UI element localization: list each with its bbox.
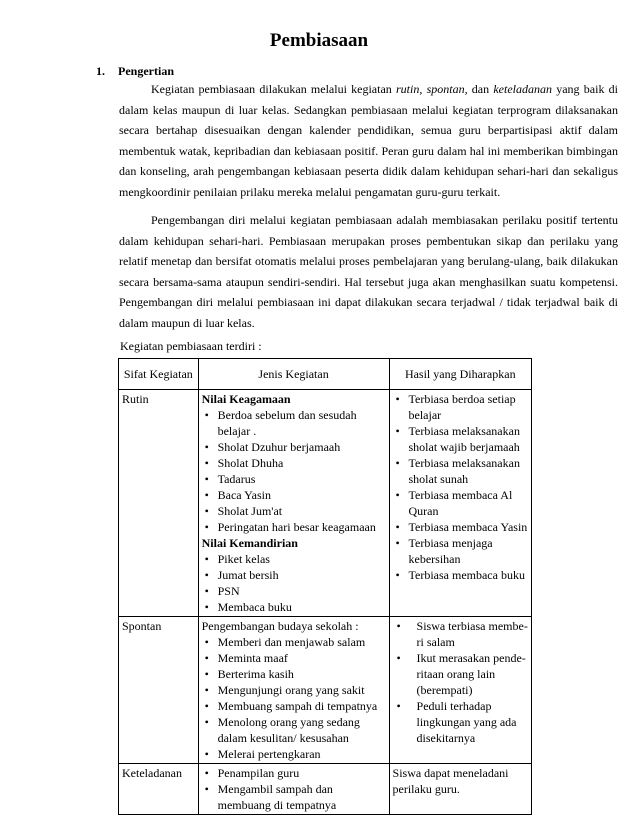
section-heading [96,64,174,79]
section-title: Pengertian [118,64,174,78]
cell-sifat: Spontan [119,617,199,764]
list-item: • Penampilan guru [202,765,386,781]
list-item: • Peringatan hari besar keagamaan [202,519,386,535]
list-item: • Menolong orang yang sedang dalam kesulitan/ kesusahan [202,714,386,746]
group-title: Nilai Keagamaan [201,392,291,406]
list-item: • Mengambil sampah dan membuang di tempatnya [202,781,386,813]
cell-sifat: Rutin [119,390,199,617]
list-item: • PSN [202,583,386,599]
cell-jenis [198,617,389,764]
list-item: • Melerai pertengkaran [202,746,386,762]
list-item: • Jumat bersih [202,567,386,583]
list-item: • Membaca buku [202,599,386,615]
list-item: • Berdoa sebelum dan sesudah belajar . [202,407,386,439]
group-title: Nilai Kemandirian [201,536,298,550]
list-item: • Terbiasa menjaga kebersihan [393,535,528,567]
bullet-list [202,551,386,615]
list-item: • Terbiasa berdoa setiap belajar [393,391,528,423]
section-number: 1. [96,64,105,78]
list-item: • Terbiasa membaca Yasin [393,519,528,535]
cell-jenis [198,764,389,815]
paragraph-text: yang baik di dalam kelas maupun di luar kelas. Sedangkan pembiasaan melalui kegiatan terprogram dilaksanakan secara bertahap disesuaikan dengan kalender pendidikan, semua guru berpartisipasi aktif dalam membentuk watak, kepribadian dan kebiasaan positif. Peran guru dalam hal ini memberikan bimbingan dan konseling, arah pengembangan kebiasaan peserta didik dalam kehidupan sehari-hari dan sekaligus mengkoordinir penilaian prilaku mereka melalui pengamatan guru-guru terkait. [119,82,618,199]
list-item: • Terbiasa melaksanakan sholat sunah [393,455,528,487]
list-item: • Sholat Dhuha [202,455,386,471]
activity-table [118,358,532,815]
list-item: • Terbiasa membaca Al Quran [393,487,528,519]
group-lead: Pengembangan budaya sekolah : [201,619,359,633]
cell-hasil [389,390,531,617]
bullet-list [393,391,528,583]
list-item: • Piket kelas [202,551,386,567]
paragraph-text: Kegiatan pembiasaan dilakukan melalui kegiatan [151,82,397,96]
header-jenis: Jenis Kegiatan [198,359,389,390]
cell-hasil: Siswa dapat meneladani perilaku guru. [389,764,531,815]
list-item: • Peduli terhadap lingkungan yang ada disekitarnya [393,698,528,746]
list-item: • Siswa terbiasa membe-ri salam [393,618,528,650]
list-item: • Sholat Dzuhur berjamaah [202,439,386,455]
header-sifat: Sifat Kegiatan [119,359,199,390]
cell-sifat: Keteladanan [119,764,199,815]
paragraph-pengertian [119,79,618,203]
list-item: • Ikut merasakan pende-ritaan orang lain (berempati) [393,650,528,698]
list-item: • Berterima kasih [202,666,386,682]
table-row-keteladanan [119,764,532,815]
paragraph-pengembangan: Pengembangan diri melalui kegiatan pembiasaan adalah membiasakan perilaku positif tertentu dalam kehidupan sehari-hari. Pembiasaan merupakan proses pembentukan sikap dan perilaku yang relatif menetap dan bersifat otomatis melalui proses pembelajaran yang berulang-ulang, baik dilakukan secara bersama-sama ataupun sendiri-sendiri. Hal tersebut juga akan menghasilkan suatu kompetensi. Pengembangan diri melalui pembiasaan ini dapat dilakukan secara terjadwal / tidak terjadwal baik di dalam maupun di luar kelas. [119,213,618,330]
table-header-row [119,359,532,390]
list-item: • Terbiasa membaca buku [393,567,528,583]
bullet-list [202,634,386,762]
emphasis-text: keteladanan [493,82,553,96]
bullet-list [202,407,386,535]
page-title: Pembiasaan [269,30,369,51]
list-item: • Membuang sampah di tempatnya [202,698,386,714]
cell-jenis [198,390,389,617]
emphasis-text: rutin, spontan, [396,82,468,96]
list-item: • Tadarus [202,471,386,487]
list-item: • Terbiasa melaksanakan sholat wajib berjamaah [393,423,528,455]
list-item: • Memberi dan menjawab salam [202,634,386,650]
list-item: • Mengunjungi orang yang sakit [202,682,386,698]
table-intro: Kegiatan pembiasaan terdiri : [120,339,262,353]
table-row-rutin [119,390,532,617]
bullet-list [202,765,386,813]
list-item: • Sholat Jum'at [202,503,386,519]
list-item: • Baca Yasin [202,487,386,503]
header-hasil: Hasil yang Diharapkan [389,359,531,390]
paragraph-text: dan [467,82,494,96]
table-row-spontan [119,617,532,764]
bullet-list [393,618,528,746]
cell-hasil [389,617,531,764]
list-item: • Meminta maaf [202,650,386,666]
